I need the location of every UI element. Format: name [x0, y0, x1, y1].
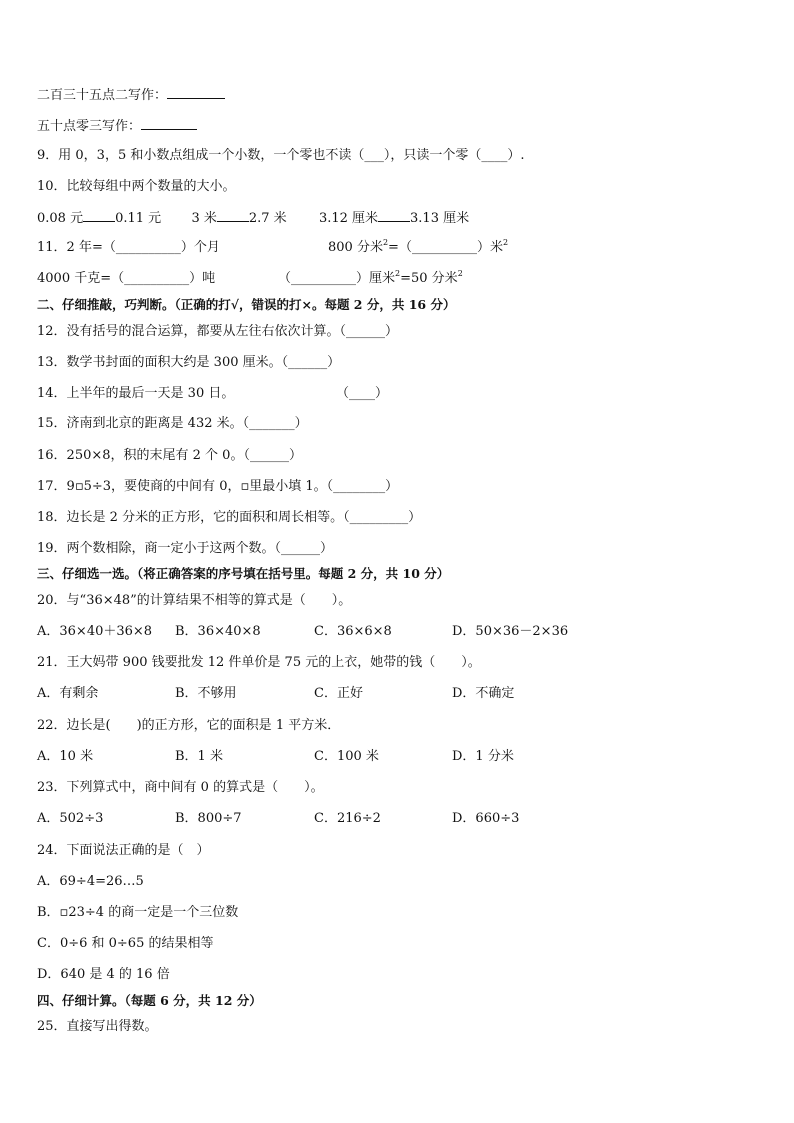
compare-c-right: 3.13 厘米 — [410, 211, 470, 226]
question-25: 25．直接写出得数。 — [37, 1019, 158, 1034]
section-2-header: 二、仔细推敲，巧判断。（正确的打√，错误的打×。每题 2 分，共 16 分） — [37, 297, 456, 312]
question-11b: 800 分米$^2$=（__________）米$^2$ — [328, 238, 509, 255]
compare-b-left: 3 米 — [191, 211, 217, 226]
option-20c[interactable]: C．36×6×8 — [314, 624, 392, 639]
question-17: 17．9▫5÷3，要使商的中间有 0，▫里最小填 1。（________） — [37, 479, 399, 494]
option-20b[interactable]: B．36×40×8 — [175, 624, 261, 639]
question-8b: 五十点零三写作： — [37, 117, 197, 135]
question-22: 22．边长是( )的正方形，它的面积是 1 平方米． — [37, 718, 341, 733]
question-13: 13．数学书封面的面积大约是 300 厘米。（______） — [37, 355, 341, 370]
option-20d[interactable]: D．50×36－2×36 — [452, 624, 569, 639]
option-22a[interactable]: A．10 米 — [37, 749, 94, 764]
option-23c[interactable]: C．216÷2 — [314, 811, 381, 826]
question-8a: 二百三十五点二写作： — [37, 86, 225, 104]
question-18: 18．边长是 2 分米的正方形，它的面积和周长相等。（_________） — [37, 510, 422, 525]
compare-c-left: 3.12 厘米 — [318, 211, 379, 226]
option-22d[interactable]: D．1 分米 — [452, 749, 514, 764]
option-24b[interactable]: B．▫23÷4 的商一定是一个三位数 — [37, 905, 239, 920]
option-21a[interactable]: A．有剩余 — [37, 686, 99, 701]
question-11c: 4000 千克=（__________）吨 — [37, 271, 216, 286]
option-21c[interactable]: C．正好 — [314, 686, 363, 701]
compare-blank[interactable] — [378, 209, 410, 222]
question-14-blank[interactable]: （____） — [336, 386, 389, 401]
question-12: 12．没有括号的混合运算，都要从左往右依次计算。（______） — [37, 324, 399, 339]
question-24: 24．下面说法正确的是（ ） — [37, 843, 210, 858]
question-16: 16．250×8，积的末尾有 2 个 0。（______） — [37, 448, 302, 463]
answer-blank[interactable] — [141, 117, 197, 130]
compare-a-right: 0.11 元 — [115, 211, 162, 226]
option-20a[interactable]: A．36×40＋36×8 — [37, 624, 153, 639]
option-22c[interactable]: C．100 米 — [314, 749, 379, 764]
option-22b[interactable]: B．1 米 — [175, 749, 223, 764]
compare-blank[interactable] — [217, 209, 249, 222]
answer-blank[interactable] — [167, 86, 225, 99]
question-20: 20．与“36×48”的计算结果不相等的算式是（ ）。 — [37, 593, 352, 608]
compare-b-right: 2.7 米 — [248, 211, 287, 226]
section-4-header: 四、仔细计算。（每题 6 分，共 12 分） — [37, 993, 262, 1008]
question-9: 9．用 0，3，5 和小数点组成一个小数，一个零也不读（___），只读一个零（____）. — [37, 148, 525, 163]
option-24c[interactable]: C．0÷6 和 0÷65 的结果相等 — [37, 936, 214, 951]
question-15: 15．济南到北京的距离是 432 米。（_______） — [37, 416, 308, 431]
compare-blank[interactable] — [83, 209, 115, 222]
question-10: 10．比较每组中两个数量的大小。 — [37, 179, 236, 194]
question-23: 23．下列算式中，商中间有 0 的算式是（ ）。 — [37, 780, 324, 795]
option-21d[interactable]: D．不确定 — [452, 686, 515, 701]
section-3-header: 三、仔细选一选。（将正确答案的序号填在括号里。每题 2 分，共 10 分） — [37, 566, 450, 581]
question-19: 19．两个数相除，商一定小于这两个数。（______） — [37, 541, 334, 556]
option-21b[interactable]: B．不够用 — [175, 686, 237, 701]
option-23a[interactable]: A．502÷3 — [37, 811, 104, 826]
option-23b[interactable]: B．800÷7 — [175, 811, 242, 826]
question-10-comparisons — [37, 209, 469, 227]
question-14: 14．上半年的最后一天是 30 日。 — [37, 386, 235, 401]
option-24d[interactable]: D．640 是 4 的 16 倍 — [37, 967, 170, 982]
compare-a-left: 0.08 元 — [37, 211, 84, 226]
option-23d[interactable]: D．660÷3 — [452, 811, 520, 826]
question-21: 21．王大妈带 900 钱要批发 12 件单价是 75 元的上衣，她带的钱（ ）。 — [37, 655, 481, 670]
option-24a[interactable]: A．69÷4=26…5 — [37, 874, 144, 889]
question-11d: （__________）厘米$^2$=50 分米$^2$ — [278, 269, 463, 286]
question-11a: 11．2 年=（__________）个月 — [37, 240, 220, 255]
